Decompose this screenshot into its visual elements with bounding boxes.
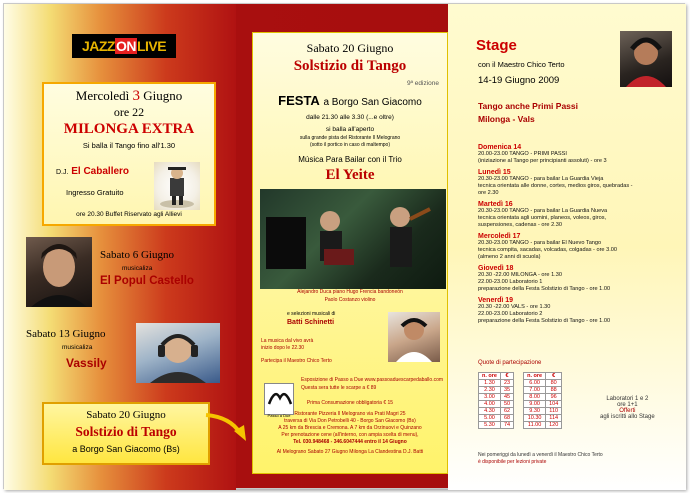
poster-maestro: Partecipa il Maestro Chico Terto xyxy=(261,358,332,364)
poster-festa: FESTA xyxy=(278,93,320,108)
schedule-line: 20.30 -22.00 MILONGA - ore 1.30 xyxy=(478,272,562,278)
poster-rist4: Per prenotazione cene (all'interno, con ampia scelta di menu), xyxy=(281,432,419,438)
quote-cell: 74 xyxy=(500,422,513,429)
jazz-on-live-logo xyxy=(72,34,176,58)
event1-day-number: 3 xyxy=(132,88,140,104)
quote-cell: 2.30 xyxy=(479,387,501,394)
poster-consumo: Prima Consumazione obbligatoria € 15 xyxy=(306,400,394,406)
quote-cell: 1.30 xyxy=(479,380,501,387)
event1-date xyxy=(44,88,214,105)
quote-cell: 8.00 xyxy=(524,394,546,401)
lab-note-line: ore 1+1 xyxy=(617,402,638,408)
quote-header-cell: n. ore xyxy=(479,373,501,380)
lab-note-line: agli iscritti allo Stage xyxy=(600,414,655,420)
schedule-day: Martedì 16 xyxy=(478,201,513,208)
quote-cell: 11.00 xyxy=(524,422,546,429)
quote-cell: 80 xyxy=(546,380,562,387)
poster-band: El Yeite xyxy=(325,167,375,183)
quote-table xyxy=(478,372,562,429)
quote-cell: 35 xyxy=(500,387,513,394)
poster-where3: (sotto il portico in caso di maltempo) xyxy=(309,142,391,148)
schedule-line: tecnica compita, sacadas, volcadas, colgadas - ore 3.00 xyxy=(478,247,617,253)
schedule-line: 20.30-23.00 TANGO - para bailar La Guardia Vieja xyxy=(478,176,604,182)
quote-cell: 4.00 xyxy=(479,401,501,408)
stage-topic2: Milonga - Vals xyxy=(478,114,535,124)
poster-hours: dalle 21.30 alle 3.30 (...e oltre) xyxy=(306,114,394,121)
stage-title: Stage xyxy=(476,37,517,54)
event3-date: Sabato 13 Giugno xyxy=(26,328,106,340)
schedule-line: 20.30-23.00 TANGO - para bailar La Guardia Nueva xyxy=(478,208,608,214)
quote-cell: 5.30 xyxy=(479,422,501,429)
logo-text-on: ON xyxy=(115,38,136,54)
stage-topic1: Tango anche Primi Passi xyxy=(478,101,578,111)
stage-maestro: con il Maestro Chico Terto xyxy=(478,60,565,69)
poster-where1: si balla all'aperto xyxy=(325,126,375,133)
quote-cell: 5.00 xyxy=(479,415,501,422)
quote-title: Quote di partecipazione xyxy=(478,360,542,366)
quote-cell: 110 xyxy=(546,408,562,415)
poster-rist2: traversa di Via Don Petrobelli 40 - Borgo San Giacomo (Bs) xyxy=(284,418,416,424)
schedule-line: (almeno 2 anni di scuola) xyxy=(478,254,541,260)
event1-dj-label: D.J. xyxy=(56,169,69,176)
event1-dj-line xyxy=(56,166,129,177)
poster-where2: sulla grande pista del Ristorante Il Melograno xyxy=(299,135,401,141)
poster-selezioni: e selezioni musicali di xyxy=(287,311,336,317)
schedule-line: 20.30 -22.00 VALS - ore 1.30 xyxy=(478,304,551,310)
passo-a-due-text: Passo a Due xyxy=(267,413,291,418)
poster-music: Música Para Bailar con il Trio xyxy=(298,155,402,164)
quote-cell: 23 xyxy=(500,380,513,387)
poster-festa-place: a Borgo San Giacomo xyxy=(323,97,422,108)
quote-cell: 10.30 xyxy=(524,415,546,422)
quote-cell: 62 xyxy=(500,408,513,415)
event1-dj-name: El Caballero xyxy=(71,166,130,177)
quote-cell: 45 xyxy=(500,394,513,401)
schedule-line: 22.00-23.00 Laboratorio 2 xyxy=(478,311,543,317)
vassily-photo xyxy=(136,323,220,383)
event1-day: Mercoledì xyxy=(75,88,130,103)
arrow-icon xyxy=(204,409,252,447)
stage-footer2: è disponibile per lezioni private xyxy=(478,459,547,465)
schedule-day: Giovedì 18 xyxy=(478,265,514,272)
event2-musicaliza: musicaliza xyxy=(122,265,153,272)
quote-row xyxy=(479,415,562,422)
quote-cell: 6.00 xyxy=(524,380,546,387)
stage-dates: 14-19 Giugno 2009 xyxy=(478,75,560,86)
schedule-line: tecnica orientata alle donne, cortes, medios giros, quebradas - xyxy=(478,183,633,189)
event1-title: MILONGA EXTRA xyxy=(63,121,195,137)
quote-header-cell: € xyxy=(500,373,513,380)
logo-text-live: LIVE xyxy=(136,38,167,54)
quote-header-row xyxy=(479,373,562,380)
dancer-illustration xyxy=(154,162,200,210)
event3-musicaliza: musicaliza xyxy=(62,344,93,351)
quote-cell: 4.30 xyxy=(479,408,501,415)
quote-row xyxy=(479,408,562,415)
quote-cell: 50 xyxy=(500,401,513,408)
poster-expo1: Esposizione di Passo a Due www.passoaduescarpedaballo.com xyxy=(301,377,444,383)
lab-note-line: Offerti xyxy=(619,408,636,414)
poster-selezioni-dj: Batti Schinetti xyxy=(287,319,335,326)
quote-row xyxy=(479,387,562,394)
schedule-line: tecnica orientata agli uomini, planeos, voleos, giros, xyxy=(478,215,607,221)
event1-month: Giugno xyxy=(143,88,183,103)
quote-row xyxy=(479,380,562,387)
poster-live2: inizio dopo le 22.30 xyxy=(261,345,305,351)
passo-a-due-logo xyxy=(264,383,294,418)
quote-cell: 9.00 xyxy=(524,401,546,408)
schedule-line: suspensiones, cadenas - ore 2.30 xyxy=(478,222,562,228)
chico-terto-photo xyxy=(388,312,440,362)
poster-live1: La musica dal vivo avrà xyxy=(261,338,314,344)
quote-spacer xyxy=(514,394,524,401)
poster-edition: 9ª edizione xyxy=(406,80,439,87)
poster-date: Sabato 20 Giugno xyxy=(306,41,394,55)
quote-cell: 7.00 xyxy=(524,387,546,394)
lab-note xyxy=(600,396,655,420)
quote-cell: 9.30 xyxy=(524,408,546,415)
event2-date: Sabato 6 Giugno xyxy=(100,249,174,261)
quote-cell: 104 xyxy=(546,401,562,408)
el-popul-castello-photo xyxy=(26,237,92,307)
quote-spacer xyxy=(514,401,524,408)
schedule-line: preparazione della Festa Solstizio di Tango - ore 1.00 xyxy=(478,318,611,324)
stage-schedule xyxy=(478,140,688,325)
event4-title: Solstizio di Tango xyxy=(75,424,177,439)
quote-cell: 96 xyxy=(546,394,562,401)
schedule-line: preparazione della Festa Solstizio di Tango - ore 1.00 xyxy=(478,286,611,292)
quote-row xyxy=(479,401,562,408)
quote-cell: 114 xyxy=(546,415,562,422)
poster-musicians2: Paolo Costanzo violino xyxy=(324,297,376,303)
quote-spacer xyxy=(514,422,524,429)
schedule-day: Domenica 14 xyxy=(478,144,522,151)
el-yeite-trio-photo xyxy=(260,189,446,289)
flyer-sheet xyxy=(3,3,685,489)
quote-cell: 3.00 xyxy=(479,394,501,401)
schedule-line: (iniziazione al Tango per principianti assoluti) - ore 3 xyxy=(478,158,607,164)
poster-title: Solstizio di Tango xyxy=(293,58,407,74)
quote-spacer xyxy=(514,387,524,394)
event1-subtitle: Si balla il Tango fino all'1.30 xyxy=(82,141,176,150)
schedule-line: 20.00-23.00 TANGO - PRIMI PASSI xyxy=(478,151,567,157)
poster-festa-line xyxy=(253,93,447,108)
quote-cell: 120 xyxy=(546,422,562,429)
event4-date: Sabato 20 Giugno xyxy=(86,409,166,421)
poster-musicians1: Alejandro Duca piano Hugo Frencia bandoneón xyxy=(297,289,403,295)
event3-dj: Vassily xyxy=(66,356,107,370)
quote-cell: 68 xyxy=(500,415,513,422)
quote-spacer xyxy=(514,373,524,380)
event2-dj: El Popul Castello xyxy=(100,275,194,287)
quote-cell: 88 xyxy=(546,387,562,394)
event4-place: a Borgo San Giacomo (Bs) xyxy=(72,444,180,454)
poster-rist1: Ristorante Pizzeria Il Melograno via Prati Magri 25 xyxy=(294,411,406,417)
schedule-day: Venerdì 19 xyxy=(478,297,514,304)
logo-text-jazz: JAZZ xyxy=(81,38,115,54)
poster-rist6: Al Melograno Sabato 27 Giugno Milonga La Clandestina D.J. Batti xyxy=(276,449,424,455)
quote-row xyxy=(479,422,562,429)
event1-buffet: ore 20.30 Buffet Riservato agli Allievi xyxy=(76,211,182,218)
quote-header-cell: € xyxy=(546,373,562,380)
event1-entry: Ingresso Gratuito xyxy=(66,188,124,197)
schedule-line: ore 2.30 xyxy=(478,190,499,196)
quote-spacer xyxy=(514,380,524,387)
schedule-line: 22.00-23.00 Laboratorio 1 xyxy=(478,279,543,285)
event-solstizio-box xyxy=(42,402,210,465)
event1-time: ore 22 xyxy=(113,105,145,119)
chico-terto-portrait xyxy=(620,31,672,87)
lab-note-line: Laboratori 1 e 2 xyxy=(606,396,649,402)
schedule-day: Mercoledì 17 xyxy=(478,233,521,240)
stage-footer1: Nei pomeriggi da lunedì a venerdì il Maestro Chico Terto xyxy=(478,452,603,458)
schedule-line: 20.30-23.00 TANGO - para bailar El Nuevo Tango xyxy=(478,240,602,246)
quote-spacer xyxy=(514,415,524,422)
schedule-day: Lunedì 15 xyxy=(478,169,511,176)
quote-row xyxy=(479,394,562,401)
poster-expo2: Questa sera tutte le scarpe a € 89 xyxy=(301,385,377,391)
quote-header-cell: n. ore xyxy=(524,373,546,380)
poster-rist3: A 25 km da Brescia e Cremona. A 7 km da Orzinuovi e Quinzano xyxy=(278,425,422,431)
poster-rist5: Tel. 030.948468 - 346.6047444 entro il 14 Giugno xyxy=(293,439,407,445)
quote-spacer xyxy=(514,408,524,415)
